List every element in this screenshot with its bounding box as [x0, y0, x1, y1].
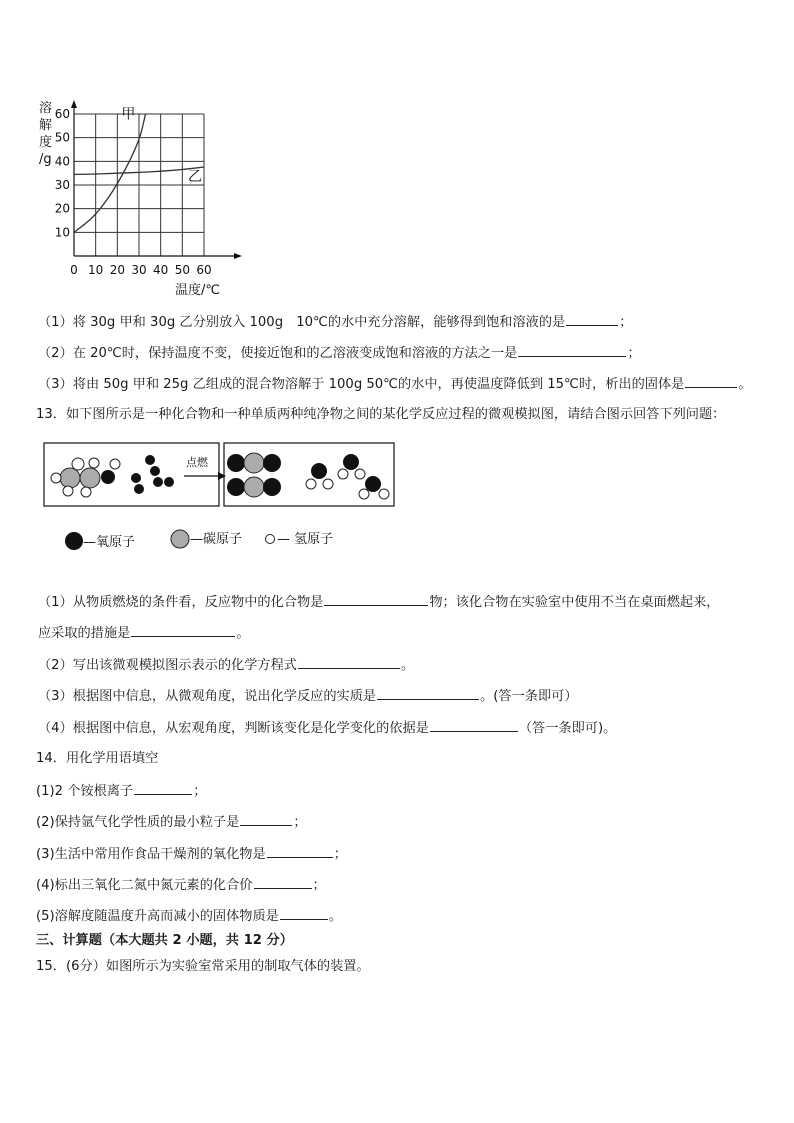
- legend-carbon: —碳原子: [190, 532, 243, 547]
- q13-part1-cont: [38, 623, 250, 643]
- q14-item-3: [36, 844, 347, 864]
- answer-blank[interactable]: [134, 781, 192, 795]
- q12-part3: [38, 374, 752, 394]
- legend-hydrogen: — 氢原子: [277, 532, 334, 547]
- q13-part1-text-a: （1）从物质燃烧的条件看，反应物中的化合物是: [38, 595, 324, 610]
- q14-item-1: [36, 781, 206, 801]
- x-tick-label: 30: [131, 263, 147, 277]
- x-axis-arrow: [234, 253, 242, 259]
- answer-blank[interactable]: [377, 686, 479, 700]
- answer-blank[interactable]: [267, 844, 333, 858]
- answer-blank[interactable]: [430, 718, 518, 732]
- q13-part1-end: 。: [236, 626, 250, 641]
- chart-labels: [39, 100, 220, 298]
- q13-part4: [38, 718, 616, 738]
- series-label: 乙: [188, 169, 202, 186]
- arrow-label: 点燃: [186, 456, 208, 469]
- answer-blank[interactable]: [298, 655, 400, 669]
- chart-axes: [71, 100, 242, 259]
- answer-blank[interactable]: [131, 623, 235, 637]
- answer-blank[interactable]: [518, 343, 626, 357]
- q14-item-2: [36, 812, 307, 832]
- q13-part3-text: （3）根据图中信息，从微观角度，说出化学反应的实质是: [38, 689, 377, 704]
- q13-title: 13．如下图所示是一种化合物和一种单质两种纯净物之间的某化学反应过程的微观模拟图，请结合图示回答下列问题：: [36, 407, 726, 422]
- x-tick-label: 40: [153, 263, 169, 277]
- answer-blank[interactable]: [566, 312, 618, 326]
- q14-item-end: 。: [328, 909, 343, 924]
- x-axis-label: 温度/℃: [175, 283, 220, 298]
- y-tick-label: 50: [54, 130, 70, 145]
- y-tick-label: 30: [54, 178, 70, 192]
- legend-oxygen: —氧原子: [83, 535, 136, 550]
- q12-part3-text: （3）将由 50g 甲和 25g 乙组成的混合物溶解于 100g 50℃的水中，再使温度降低到 15℃时，析出的固体是: [38, 377, 685, 392]
- solubility-chart: [30, 98, 260, 303]
- reactant-oxygen-molecules: [131, 455, 174, 494]
- q12-part1-text: （1）将 30g 甲和 30g 乙分别放入 100g 10℃的水中充分溶解，能够得到饱和溶液的是: [38, 315, 566, 330]
- q14-item-end: ；: [293, 815, 307, 830]
- q12-part2: [38, 343, 641, 363]
- q14-item-text: (5)溶解度随温度升高而减小的固体物质是: [36, 909, 279, 924]
- y-tick-label: 10: [54, 225, 70, 240]
- hydrogen-atom-icon: [266, 535, 275, 544]
- answer-blank[interactable]: [324, 592, 428, 606]
- section-3-title: 三、计算题（本大题共 2 小题，共 12 分）: [36, 933, 293, 948]
- q13-part1-text-b: 物；该化合物在实验室中使用不当在桌面燃起来，: [429, 595, 720, 610]
- answer-blank[interactable]: [280, 906, 328, 920]
- x-tick-label: 60: [196, 263, 212, 277]
- q14-title: 14．用化学用语填空: [36, 751, 159, 766]
- y-tick-label: 40: [54, 154, 70, 169]
- q12-part3-end: 。: [738, 377, 752, 392]
- q13-part2: [38, 655, 414, 675]
- answer-blank[interactable]: [685, 374, 737, 388]
- y-axis-label: /g: [39, 152, 52, 167]
- oxygen-atom-icon: [65, 532, 83, 550]
- q12-part1: [38, 312, 632, 332]
- q14-item-end: ；: [333, 847, 347, 862]
- q13-part1: [38, 592, 719, 612]
- q14-item-text: (1)2 个铵根离子: [36, 784, 134, 799]
- q14-item-end: ；: [193, 784, 207, 799]
- q14-item-4: [36, 875, 326, 895]
- chart-grid: [74, 114, 204, 256]
- x-tick-label: 10: [88, 263, 104, 277]
- q14-item-text: (2)保持氩气化学性质的最小粒子是: [36, 815, 240, 830]
- carbon-atom-icon: [171, 530, 189, 548]
- q13-part4-end: （答一条即可)。: [518, 721, 617, 736]
- q13-part4-text: （4）根据图中信息，从宏观角度，判断该变化是化学变化的依据是: [38, 721, 429, 736]
- y-tick-label: 60: [54, 107, 70, 121]
- q13-part1-text-c: 应采取的措施是: [38, 626, 131, 641]
- q12-part2-text: （2）在 20℃时，保持温度不变，使接近饱和的乙溶液变成饱和溶液的方法之一是: [38, 346, 518, 361]
- q13-part2-end: 。: [400, 658, 415, 673]
- q13-part3-end: 。(答一条即可）: [480, 689, 578, 704]
- x-tick-label: 20: [109, 263, 125, 277]
- y-axis-label: 度: [39, 135, 53, 150]
- x-tick-label: 50: [174, 263, 190, 277]
- product-co2-molecules: [227, 453, 281, 497]
- atom-legend: [65, 530, 333, 550]
- q12-part2-end: ；: [627, 346, 641, 361]
- q14-item-text: (3)生活中常用作食品干燥剂的氧化物是: [36, 847, 266, 862]
- y-tick-label: 20: [54, 201, 70, 216]
- series-label: 甲: [121, 106, 136, 123]
- answer-blank[interactable]: [254, 875, 312, 889]
- q14-item-5: [36, 906, 342, 926]
- product-water-molecules: [306, 454, 389, 499]
- q13-part2-text: （2）写出该微观模拟图示表示的化学方程式: [38, 658, 297, 673]
- answer-blank[interactable]: [240, 812, 292, 826]
- y-axis-arrow: [71, 100, 77, 108]
- x-tick-label: 0: [70, 263, 78, 277]
- q14-item-text: (4)标出三氧化二氮中氮元素的化合价: [36, 878, 253, 893]
- reaction-diagram: [40, 438, 400, 558]
- y-axis-label: 解: [39, 118, 53, 133]
- q12-part1-end: ；: [619, 315, 633, 330]
- q13-part3: [38, 686, 578, 706]
- q15-title: 15．(6分）如图所示为实验室常采用的制取气体的装置。: [36, 959, 370, 974]
- reactant-compound-molecules: [51, 458, 120, 497]
- q14-item-end: ；: [312, 878, 326, 893]
- y-axis-label: 溶: [39, 101, 53, 116]
